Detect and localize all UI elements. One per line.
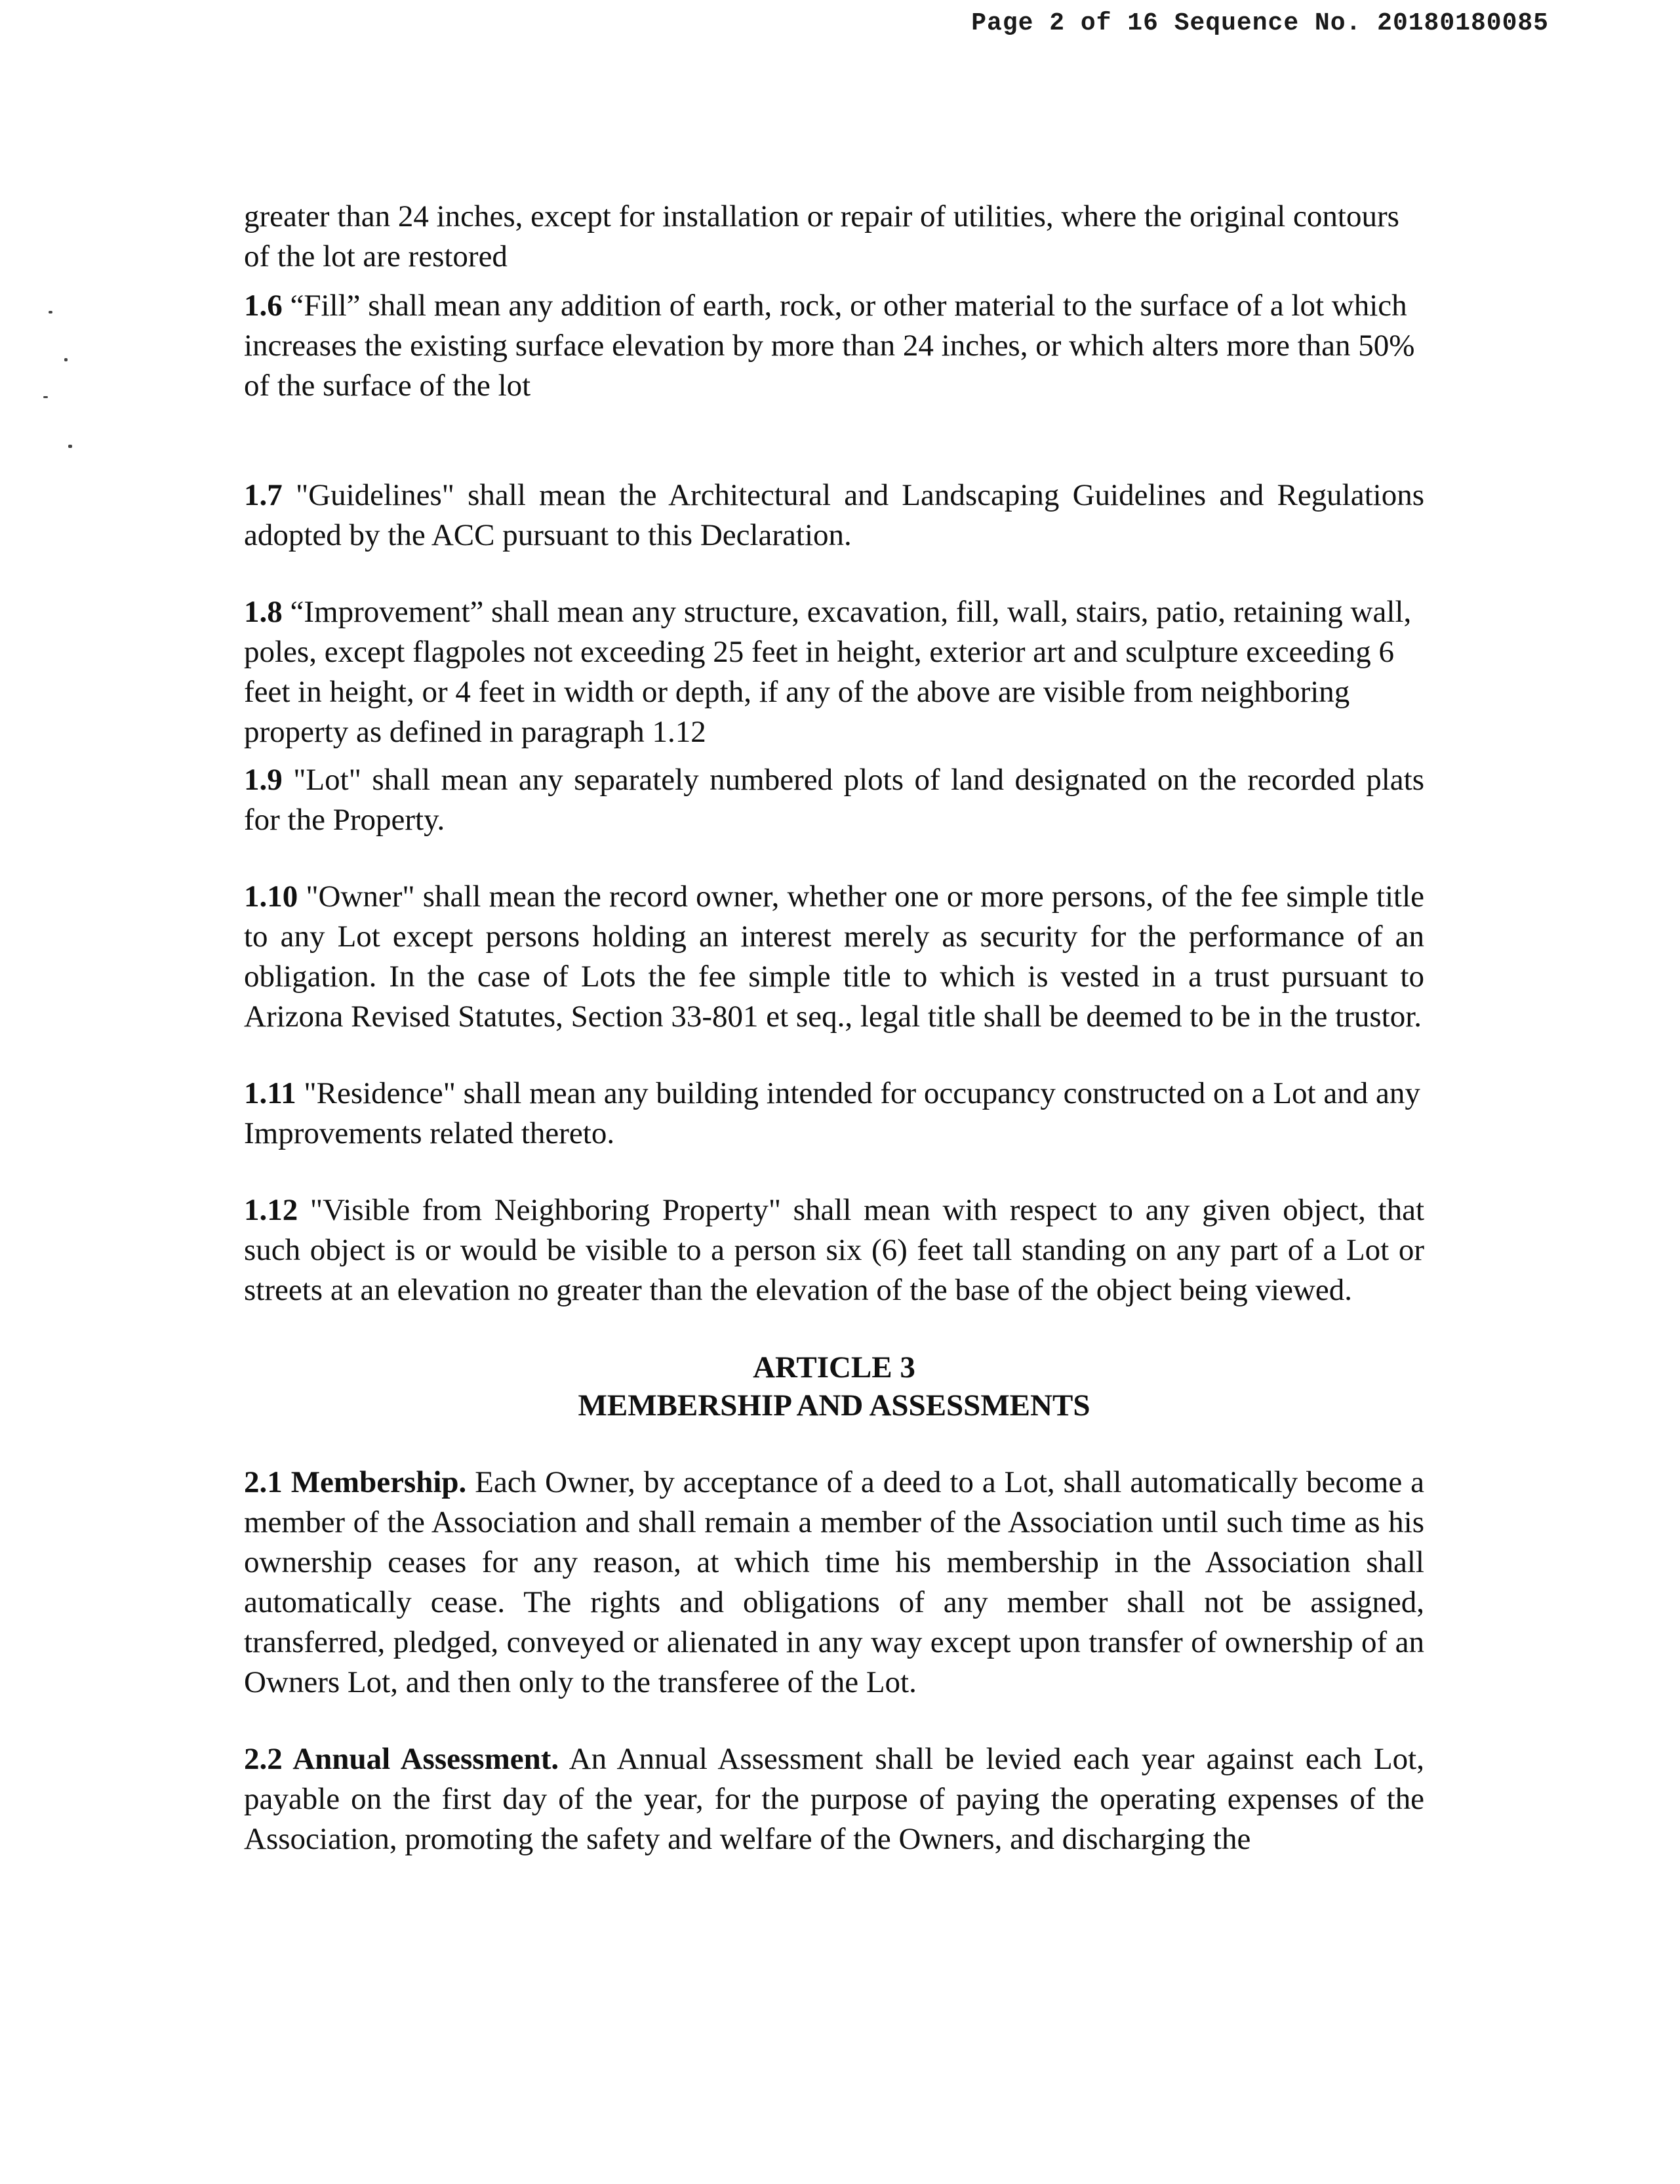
paragraph-number: 1.6 — [244, 289, 283, 323]
paragraph-text: “Fill” shall mean any addition of earth, rock, or other material to the surface of a lot which increases the existing surface elevation by more than 24 inches, or which alters more than 50% of the surface of the lot — [244, 289, 1415, 403]
paragraph-number: 1.8 — [244, 595, 283, 629]
paragraph-continuation — [244, 197, 1424, 277]
paragraph-text: "Visible from Neighboring Property" shall mean with respect to any given object, that such object is or would be visible to a person six (6) feet tall standing on any part of a Lot or streets at an elevation no greater than the elevation of the base of the object being viewed. — [244, 1193, 1425, 1307]
scan-speck — [43, 396, 48, 398]
paragraph-number: 1.11 — [244, 1076, 296, 1110]
article-heading — [244, 1348, 1424, 1425]
section-heading: 2.1 Membership. — [244, 1465, 467, 1499]
paragraph-number: 1.12 — [244, 1193, 298, 1227]
paragraph-1-9 — [244, 760, 1424, 840]
section-heading: 2.2 Annual Assessment. — [244, 1742, 559, 1776]
paragraph-1-12 — [244, 1190, 1424, 1310]
paragraph-text: "Lot" shall mean any separately numbered plots of land designated on the recorded plats for the Property. — [244, 763, 1424, 837]
scan-speck — [64, 358, 68, 361]
section-2-1 — [244, 1463, 1424, 1703]
paragraph-1-6 — [244, 286, 1424, 406]
scan-speck — [68, 445, 72, 448]
document-body — [244, 197, 1424, 1859]
scan-speck — [49, 311, 52, 313]
paragraph-text: "Guidelines" shall mean the Architectural and Landscaping Guidelines and Regulations adopted by the ACC pursuant to this Declaration. — [244, 478, 1425, 552]
section-text: An Annual Assessment shall be levied each year against each Lot, payable on the first day of the year, for the purpose of paying the operating expenses of the Association, promoting the safety and welfare of the Owners, and discharging the — [244, 1742, 1424, 1856]
paragraph-1-7 — [244, 475, 1424, 556]
section-text: Each Owner, by acceptance of a deed to a Lot, shall automatically become a member of the Association and shall remain a member of the Association until such time as his ownership ceases for any reason, at which time his membership in the Association shall automatically cease. The rights and obligations of any member shall not be assigned, transferred, pledged, conveyed or alienated in any way except upon transfer of ownership of an Owners Lot, and then only to the transferee of the Lot. — [244, 1465, 1425, 1699]
section-2-2 — [244, 1739, 1424, 1859]
paragraph-text: “Improvement” shall mean any structure, excavation, fill, wall, stairs, patio, retaining wall, poles, except flagpoles not exceeding 25 feet in height, exterior art and sculpture exceeding 6 feet in height, or 4 feet in width or depth, if any of the above are visible from neighboring property as defined in paragraph 1.12 — [244, 595, 1412, 749]
paragraph-1-10 — [244, 877, 1424, 1037]
paragraph-number: 1.10 — [244, 880, 298, 914]
article-title: ARTICLE 3 — [753, 1350, 915, 1385]
paragraph-text: "Residence" shall mean any building intended for occupancy constructed on a Lot and any Improvements related thereto. — [244, 1076, 1420, 1150]
paragraph-text: "Owner" shall mean the record owner, whether one or more persons, of the fee simple title to any Lot except persons holding an interest merely as security for the performance of an obligation. In the case of Lots the fee simple title to which is vested in a trust pursuant to Arizona Revised Statutes, Section 33-801 et seq., legal title shall be deemed to be in the trustor. — [244, 880, 1424, 1034]
page-header: Page 2 of 16 Sequence No. 20180180085 — [971, 9, 1549, 37]
paragraph-number: 1.9 — [244, 763, 283, 797]
paragraph-1-11 — [244, 1074, 1424, 1154]
paragraph-number: 1.7 — [244, 478, 283, 512]
paragraph-text: greater than 24 inches, except for installation or repair of utilities, where the original contours of the lot are restored — [244, 199, 1399, 273]
article-subtitle: MEMBERSHIP AND ASSESSMENTS — [578, 1388, 1090, 1423]
paragraph-1-8 — [244, 592, 1424, 752]
